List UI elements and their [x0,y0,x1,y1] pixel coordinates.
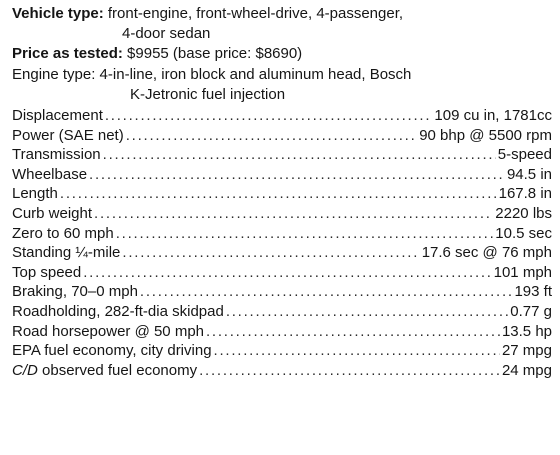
spec-label: Length [12,185,58,203]
price-line [12,44,552,64]
spec-value: 13.5 hp [501,322,552,340]
spec-value: 90 bhp @ 5500 rpm [419,126,552,144]
dot-leader [122,243,419,263]
spec-label: Zero to 60 mph [12,224,114,242]
spec-row [12,126,552,146]
price-value: $9955 (base price: $8690) [122,45,303,63]
spec-value: 2220 lbs [495,204,552,222]
spec-row [12,243,552,263]
spec-label: Roadholding, 282-ft-dia skidpad [12,302,224,320]
engine-type-line-2 [12,85,552,105]
spec-value: 24 mpg [501,361,552,379]
spec-label: Top speed [12,263,82,281]
spec-row [12,106,552,126]
spec-row [12,282,552,302]
dot-leader [116,224,494,244]
engine-type-text-2: K-Jetronic fuel injection [130,85,286,103]
dot-leader [140,282,513,302]
dot-leader [214,341,500,361]
dot-leader [105,106,433,126]
spec-row [12,184,552,204]
spec-label: Standing ¼-mile [12,244,121,262]
engine-type-text: Engine type: 4-in-line, iron block and aluminum head, Bosch [12,65,412,83]
spec-label [12,361,197,381]
spec-row [12,361,552,381]
spec-row [12,302,552,322]
dot-leader [83,263,491,283]
spec-value: 167.8 in [498,185,552,203]
spec-row [12,341,552,361]
spec-row [12,204,552,224]
spec-label: Transmission [12,146,101,164]
spec-label-rest: observed fuel economy [37,361,198,379]
dot-leader [226,302,508,322]
spec-label: EPA fuel economy, city driving [12,342,212,360]
spec-row [12,263,552,283]
spec-label: Displacement [12,107,103,125]
spec-label: Curb weight [12,204,93,222]
spec-list [12,106,552,380]
spec-row [12,145,552,165]
dot-leader [103,145,496,165]
vehicle-type-line [12,4,552,24]
spec-value: 193 ft [514,283,552,301]
price-label: Price as tested: [12,45,123,63]
spec-label: Power (SAE net) [12,126,124,144]
spec-row [12,224,552,244]
dot-leader [94,204,493,224]
spec-value: 5-speed [497,146,552,164]
vehicle-type-line-2 [12,24,552,44]
spec-value: 101 mph [493,263,552,281]
spec-value: 10.5 sec [495,224,552,242]
vehicle-type-label: Vehicle type: [12,5,104,22]
vehicle-type-value-2: 4-door sedan [122,25,211,43]
spec-label-italic: C/D [12,361,38,379]
dot-leader [60,184,497,204]
dot-leader [126,126,417,146]
spec-label: Braking, 70–0 mph [12,283,138,301]
dot-leader [89,165,505,185]
spec-value: 27 mpg [501,342,552,360]
spec-value: 94.5 in [506,165,552,183]
dot-leader [199,361,500,381]
spec-label: Road horsepower @ 50 mph [12,322,204,340]
spec-row [12,322,552,342]
dot-leader [206,322,500,342]
spec-value: 0.77 g [510,302,552,320]
spec-row [12,165,552,185]
spec-value: 109 cu in, 1781cc [434,107,552,125]
engine-type-line [12,65,552,85]
vehicle-type-value: front-engine, front-wheel-drive, 4-passenger, [103,5,404,22]
spec-label: Wheelbase [12,165,88,183]
spec-value: 17.6 sec @ 76 mph [421,244,552,262]
